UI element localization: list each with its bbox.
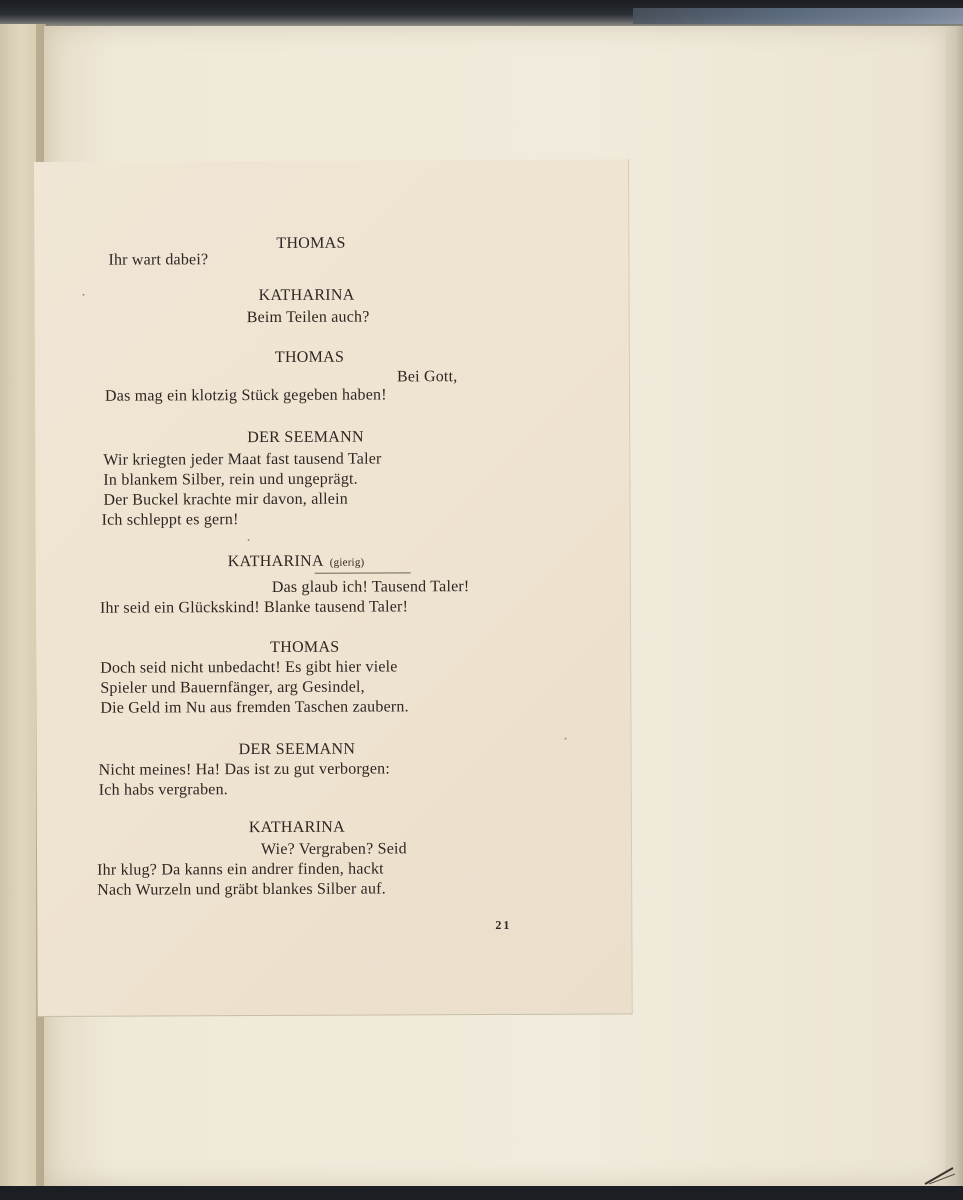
stage-direction: (gierig) (329, 556, 365, 569)
right-page-edge (945, 26, 963, 1186)
speaker-name: DER SEEMANN (238, 740, 356, 759)
page-number: 21 (495, 917, 512, 932)
verse-line: Doch seid nicht unbedacht! Es gibt hier viele (100, 658, 398, 677)
speaker-name: DER SEEMANN (247, 428, 364, 447)
book-bottom-edge (0, 1186, 963, 1200)
speaker-name (228, 553, 365, 572)
verse-line: Ihr seid ein Glückskind! Blanke tausend Taler! (99, 598, 409, 617)
verse-line: In blankem Silber, rein und ungeprägt. (103, 470, 358, 489)
verse-line: Das glaub ich! Tausend Taler! (271, 578, 470, 596)
play-text (34, 159, 632, 1016)
verse-line: Der Buckel krachte mir davon, allein (103, 490, 348, 509)
verse-line: Ihr klug? Da kanns ein andrer finden, hackt (97, 860, 384, 879)
speaker-name: THOMAS (276, 234, 346, 252)
speaker-label: KATHARINA (227, 552, 324, 571)
verse-line: Wie? Vergraben? Seid (260, 840, 407, 859)
verse-line: Das mag ein klotzig Stück gegeben haben! (104, 386, 387, 405)
book-top-edge (0, 0, 963, 26)
verse-line: Ich habs vergraben. (98, 781, 229, 799)
verse-line: Bei Gott, (396, 368, 458, 386)
verse-line: Ich schleppt es gern! (101, 511, 239, 529)
speaker-name: KATHARINA (248, 818, 345, 837)
verse-line: Beim Teilen auch? (246, 308, 370, 327)
verse-line: Wir kriegten jeder Maat fast tausend Taler (103, 450, 382, 469)
paper-speck (83, 294, 85, 296)
direction-underline (315, 572, 411, 573)
speaker-name: KATHARINA (258, 286, 355, 305)
verse-line: Die Geld im Nu aus fremden Taschen zaubern. (100, 698, 409, 717)
paper-speck (248, 539, 250, 541)
book-cover-strip (633, 8, 963, 24)
page-corner-fold-icon (923, 1164, 957, 1186)
pasted-printed-page (34, 159, 633, 1017)
speaker-name: THOMAS (270, 638, 340, 656)
speaker-name: THOMAS (274, 348, 345, 366)
verse-line: Nicht meines! Ha! Das ist zu gut verborgen: (98, 760, 391, 779)
verse-line: Spieler und Bauernfänger, arg Gesindel, (100, 678, 365, 697)
verse-line: Ihr wart dabei? (108, 251, 209, 269)
paper-speck (565, 738, 567, 740)
verse-line: Nach Wurzeln und gräbt blankes Silber auf. (97, 880, 386, 899)
